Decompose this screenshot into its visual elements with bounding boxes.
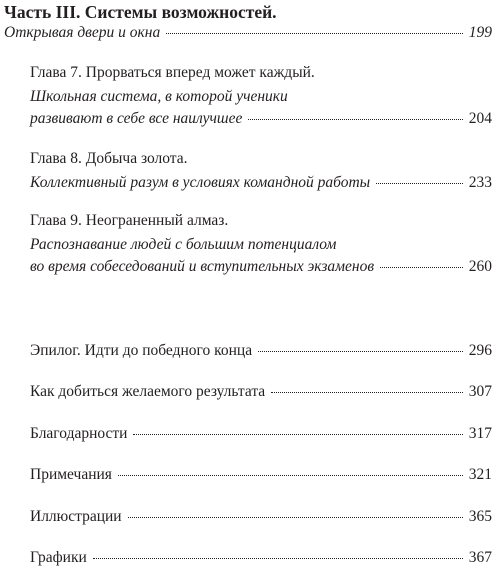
toc-entry-back-matter	[30, 466, 492, 484]
page-number: 199	[468, 24, 492, 41]
toc-entry-chapter	[30, 258, 492, 276]
page-number: 365	[468, 508, 492, 525]
dot-leader	[166, 33, 463, 34]
page-number: 233	[468, 174, 492, 191]
chapter-subtitle-line: Распознавание людей с большим потенциалом	[30, 236, 337, 253]
dot-leader	[271, 392, 463, 393]
chapter-subtitle-line: развивают в себе все наилучшее	[30, 110, 243, 127]
toc-entry-back-matter	[30, 383, 492, 401]
entry-label: Эпилог. Идти до победного конца	[30, 342, 253, 359]
entry-label: Благодарности	[30, 425, 128, 442]
part-subtitle: Открывая двери и окна	[4, 24, 161, 41]
dot-leader	[118, 475, 463, 476]
chapter-subtitle-line: Коллективный разум в условиях командной работы	[30, 174, 371, 191]
part-title: Часть III. Системы возможностей.	[4, 2, 277, 22]
page-number: 296	[468, 342, 492, 359]
entry-label: Примечания	[30, 466, 112, 483]
toc-entry-back-matter	[30, 425, 492, 443]
chapter-heading: Глава 7. Прорваться вперед может каждый.	[30, 64, 315, 81]
toc-entry-chapter	[30, 174, 492, 192]
dot-leader	[133, 434, 462, 435]
entry-label: Как добиться желаемого результата	[30, 383, 266, 400]
toc-entry-back-matter	[30, 342, 492, 360]
dot-leader	[93, 558, 463, 559]
dot-leader	[376, 183, 463, 184]
chapter-subtitle-line: во время собеседований и вступительных экзаменов	[30, 258, 375, 275]
dot-leader	[258, 351, 463, 352]
toc-entry-back-matter	[30, 549, 492, 567]
page-number: 317	[468, 425, 492, 442]
entry-label: Иллюстрации	[30, 508, 122, 525]
entry-label: Графики	[30, 549, 87, 566]
chapter-heading: Глава 9. Неограненный алмаз.	[30, 212, 229, 229]
page-number: 321	[468, 466, 492, 483]
chapter-heading: Глава 8. Добыча золота.	[30, 150, 188, 167]
toc-entry-chapter	[30, 110, 492, 128]
page-number: 260	[468, 258, 492, 275]
dot-leader	[380, 267, 463, 268]
chapter-subtitle-line: Школьная система, в которой ученики	[30, 88, 288, 105]
dot-leader	[248, 119, 462, 120]
dot-leader	[128, 517, 463, 518]
page-number: 367	[468, 549, 492, 566]
toc-entry-part	[4, 24, 492, 42]
page-number: 307	[468, 383, 492, 400]
toc-entry-back-matter	[30, 508, 492, 526]
page-number: 204	[468, 110, 492, 127]
